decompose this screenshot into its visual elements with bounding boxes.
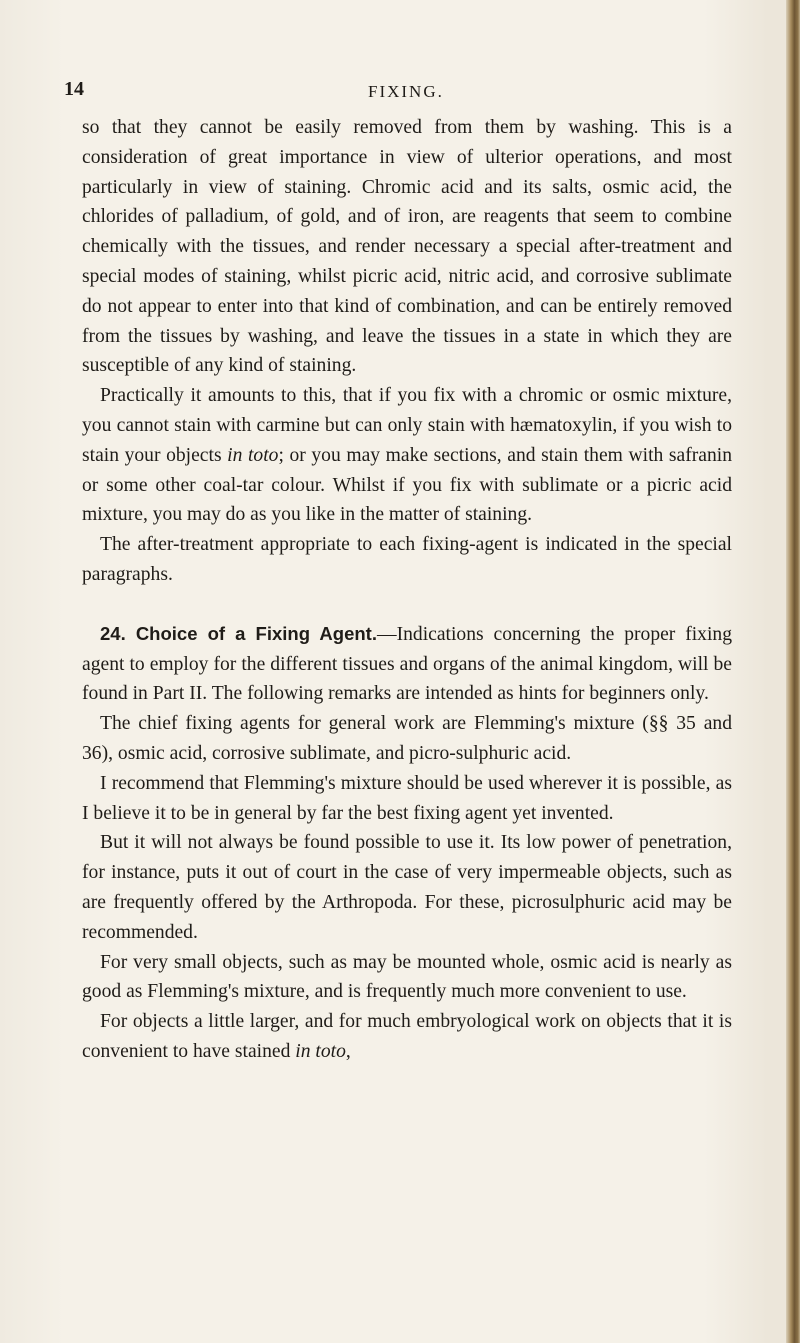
paragraph-text: —Indications concerning the proper fixing agent to employ for the different tissues and organs of the animal kingdom, will be found in Part II. The following remarks are intended as hints for beginners only. xyxy=(82,623,732,705)
paragraph: But it will not always be found possible to use it. Its low power of penetration, for instance, puts it out of court in the case of very impermeable objects, such as are frequently offered by the Arthropoda. For these, picrosulphuric acid may be recommended. xyxy=(82,832,732,943)
paragraph: For very small objects, such as may be mounted whole, osmic acid is nearly as good as Flemming's mixture, and is frequently much more convenient to use. xyxy=(82,951,732,1003)
paragraph xyxy=(82,1007,732,1067)
paragraph xyxy=(82,381,732,530)
book-spine-edge xyxy=(786,0,800,1343)
body-text xyxy=(82,113,732,1067)
paragraph: so that they cannot be easily removed from them by washing. This is a consideration of great importance in view of ulterior operations, and most particularly in view of staining. Chromic acid and its salts, osmic acid, the chlorides of palladium, of gold, and of iron, are reagents that seem to combine chemically with the tissues, and render necessary a special after-treatment and special modes of staining, whilst picric acid, nitric acid, and corrosive sublimate do not appear to enter into that kind of combination, and can be entirely removed from the tissues by washing, and leave the tissues in a state in which they are susceptible of any kind of staining. xyxy=(82,117,732,377)
page-header xyxy=(64,78,724,108)
italic-phrase: in toto xyxy=(295,1040,346,1062)
paragraph: The chief fixing agents for general work are Flemming's mixture (§§ 35 and 36), osmic acid, corrosive sublimate, and picro-sulphuric acid. xyxy=(82,713,732,764)
paragraph: I recommend that Flemming's mixture should be used wherever it is possible, as I believe it to be in general by far the best fixing agent yet invented. xyxy=(82,772,732,824)
paragraph-text: For objects a little larger, and for much embryological work on objects that it is convenient to have stained xyxy=(82,1011,732,1062)
running-head: FIXING. xyxy=(368,82,444,101)
paragraph-text: ; or you may make sections, and stain them with safranin or some other coal-tar colour. Whilst if you fix with sublimate or a picric acid mixture, you may do as you like in the matter of staining. xyxy=(82,444,732,526)
section-heading: 24. Choice of a Fixing Agent. xyxy=(100,622,377,644)
section-paragraph xyxy=(82,619,732,709)
page-number: 14 xyxy=(64,78,84,100)
paragraph: The after-treatment appropriate to each fixing-agent is indicated in the special paragraphs. xyxy=(82,534,732,585)
paragraph-text: Practically it amounts to this, that if you fix with a chromic or osmic mixture, you cannot stain with carmine but can only stain with hæmatoxylin, if you wish to stain your objects xyxy=(82,385,732,466)
italic-phrase: in toto xyxy=(227,444,279,466)
paragraph-text: , xyxy=(345,1040,351,1062)
